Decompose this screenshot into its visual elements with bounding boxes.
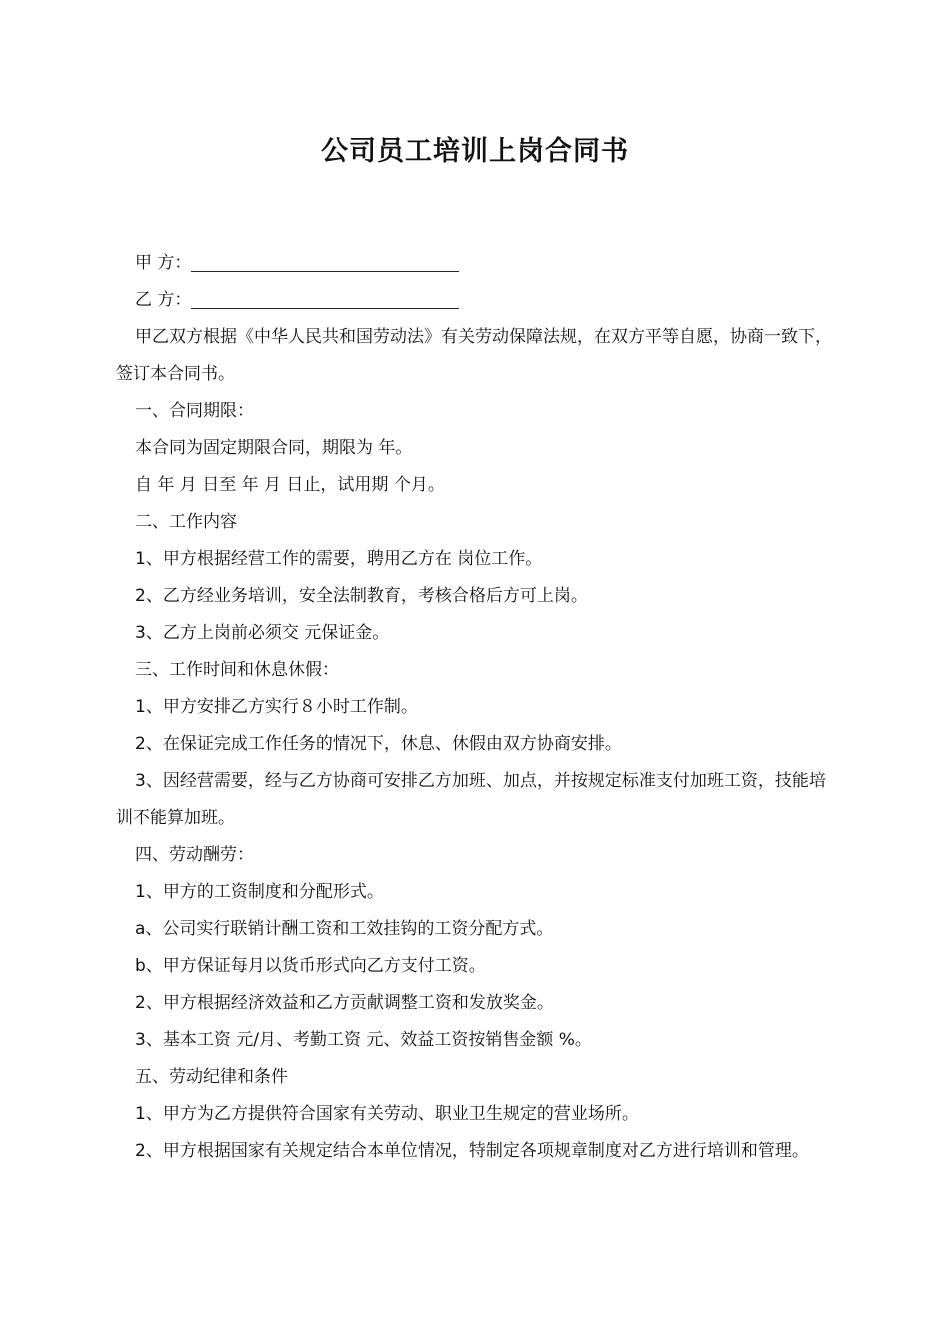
section-4-heading: 四、劳动酬劳：	[135, 845, 254, 865]
section-4-item-3: 3、基本工资 元/月、考勤工资 元、效益工资按销售金额 %。	[135, 1030, 592, 1050]
document-body	[116, 245, 836, 1170]
section-2-heading: 二、工作内容	[135, 512, 237, 532]
section-5-item-1: 1、甲方为乙方提供符合国家有关劳动、职业卫生规定的营业场所。	[135, 1104, 639, 1124]
section-1-line-2: 自 年 月 日至 年 月 日止，试用期 个月。	[135, 475, 445, 495]
section-2-item-3: 3、乙方上岗前必须交 元保证金。	[135, 623, 390, 643]
section-3-heading: 三、工作时间和休息休假：	[135, 660, 339, 680]
section-4-item-2: 2、甲方根据经济效益和乙方贡献调整工资和发放奖金。	[135, 993, 554, 1013]
party-a-label: 甲 方：	[135, 253, 192, 273]
section-1-line-1: 本合同为固定期限合同，期限为 年。	[135, 438, 413, 458]
party-b-blank	[191, 288, 459, 309]
section-2-item-1: 1、甲方根据经营工作的需要，聘用乙方在 岗位工作。	[135, 549, 543, 569]
section-4-item-1a: a、公司实行联销计酬工资和工效挂钩的工资分配方式。	[135, 919, 554, 939]
party-a-line	[116, 245, 836, 282]
document-title: 公司员工培训上岗合同书	[321, 136, 629, 167]
section-3-item-3: 3、因经营需要，经与乙方协商可安排乙方加班、加点，并按规定标准支付加班工资，技能培训不能算加班。	[116, 771, 826, 828]
section-4-item-1b: b、甲方保证每月以货币形式向乙方支付工资。	[135, 956, 486, 976]
section-4-item-1: 1、甲方的工资制度和分配形式。	[135, 882, 384, 902]
party-b-line	[116, 282, 836, 319]
section-3-item-1: 1、甲方安排乙方实行８小时工作制。	[135, 697, 418, 717]
party-a-blank	[191, 251, 459, 272]
intro-paragraph: 甲乙双方根据《中华人民共和国劳动法》有关劳动保障法规，在双方平等自愿，协商一致下，签订本合同书。	[116, 327, 832, 384]
section-1-heading: 一、合同期限：	[135, 401, 254, 421]
section-2-item-2: 2、乙方经业务培训，安全法制教育，考核合格后方可上岗。	[135, 586, 588, 606]
section-5-heading: 五、劳动纪律和条件	[135, 1067, 288, 1087]
section-3-item-2: 2、在保证完成工作任务的情况下，休息、休假由双方协商安排。	[135, 734, 622, 754]
party-b-label: 乙 方：	[135, 290, 192, 310]
section-5-item-2: 2、甲方根据国家有关规定结合本单位情况，特制定各项规章制度对乙方进行培训和管理。	[135, 1141, 809, 1161]
